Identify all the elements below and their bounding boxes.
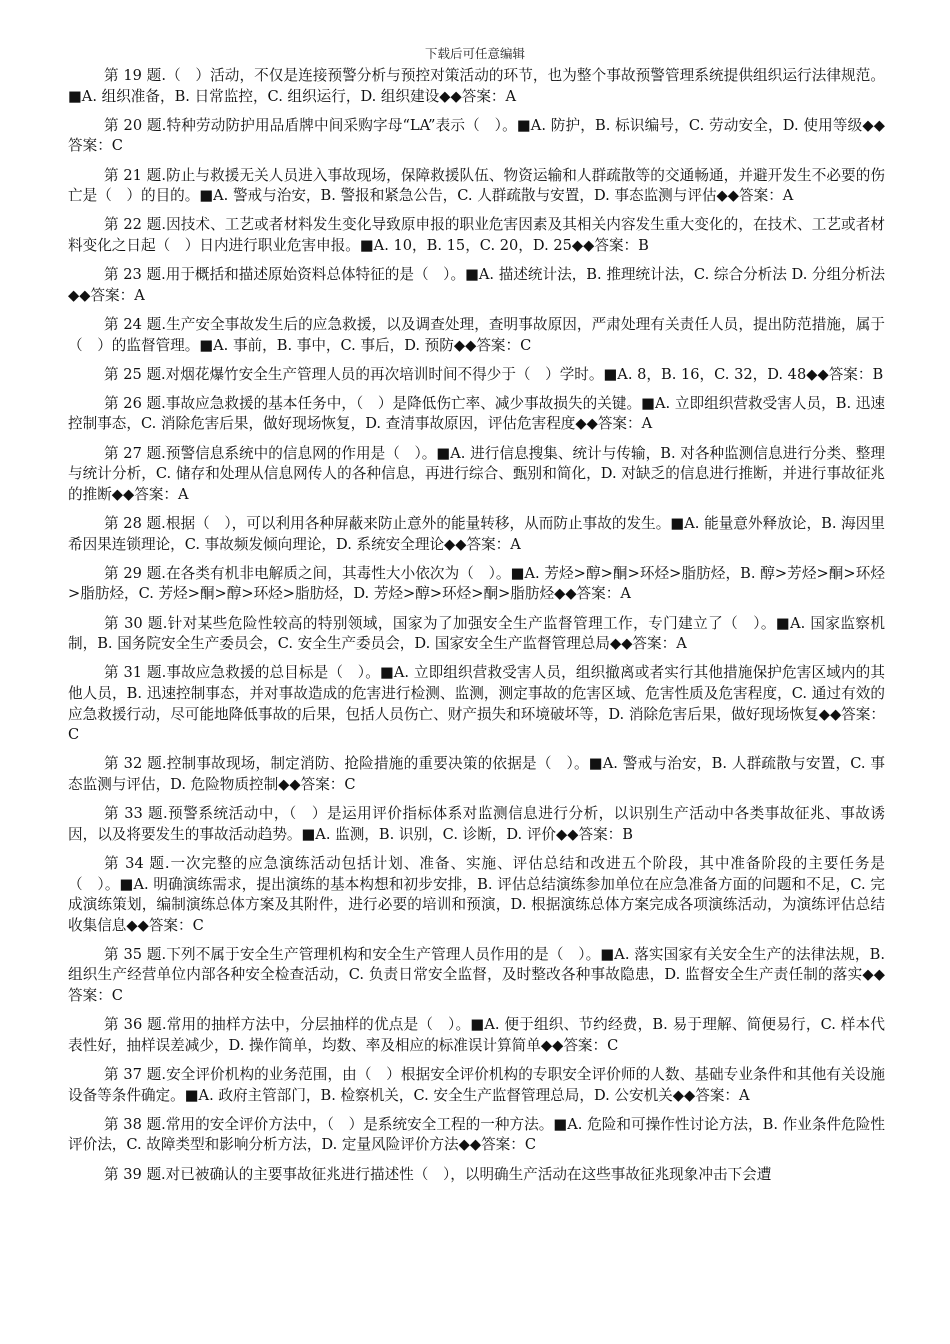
question-item: 第 31 题.事故应急救援的总目标是（ ）。■A. 立即组织营救受害人员，组织撤离或者实行其他措施保护危害区域内的其他人员，B. 迅速控制事态，并对事故造成的危害进行检测、监测，测定事故的危害区域、危害性质及危害程度，C. 通过有效的应急救援行动，尽可能地降低事故的后果，包括人员伤亡、财产损失和环境破坏等，D. 消除危害后果，做好现场恢复◆◆答案：C — [68, 664, 885, 744]
page-header: 下载后可任意编辑 — [424, 46, 525, 61]
question-item: 第 26 题.事故应急救援的基本任务中，（ ）是降低伤亡率、减少事故损失的关键。■A. 立即组织营救受害人员，B. 迅速控制事态，C. 消除危害后果，做好现场恢复，D. 查清事故原因，评估危害程度◆◆答案：A — [68, 394, 885, 433]
question-item: 第 37 题.安全评价机构的业务范围，由（ ）根据安全评价机构的专职安全评价师的人数、基础专业条件和其他有关设施设备等条件确定。■A. 政府主管部门，B. 检察机关，C. 安全生产监督管理总局，D. 公安机关◆◆答案：A — [68, 1066, 885, 1104]
question-item: 第 21 题.防止与救援无关人员进入事故现场，保障救援队伍、物资运输和人群疏散等的交通畅通，并避开发生不必要的伤亡是（ ）的目的。■A. 警戒与治安，B. 警报和紧急公告，C. 人群疏散与安置，D. 事态监测与评估◆◆答案：A — [68, 166, 885, 205]
question-item: 第 30 题.针对某些危险性较高的特别领域，国家为了加强安全生产监督管理工作，专门建立了（ ）。■A. 国家监察机制，B. 国务院安全生产委员会，C. 安全生产委员会，D. 国家安全生产监督管理总局◆◆答案：A — [68, 614, 885, 653]
question-item: 第 34 题.一次完整的应急演练活动包括计划、准备、实施、评估总结和改进五个阶段，其中准备阶段的主要任务是（ ）。■A. 明确演练需求，提出演练的基本构想和初步安排，B. 评估总结演练参加单位在应急准备方面的问题和不足，C. 完成演练策划，编制演练总体方案及其附件，进行必要的培训和预演，D. 根据演练总体方案完成各项演练活动，为演练评估总结收集信息◆◆答案：C — [68, 854, 885, 934]
question-item: 第 28 题.根据（ ），可以利用各种屏蔽来防止意外的能量转移，从而防止事故的发生。■A. 能量意外释放论，B. 海因里希因果连锁理论，C. 事故频发倾向理论，D. 系统安全理论◆◆答案：A — [68, 515, 885, 553]
question-item: 第 23 题.用于概括和描述原始资料总体特征的是（ ）。■A. 描述统计法，B. 推理统计法，C. 综合分析法 D. 分组分析法◆◆答案：A — [68, 266, 885, 304]
question-item: 第 25 题.对烟花爆竹安全生产管理人员的再次培训时间不得少于（ ）学时。■A. 8，B. 16，C. 32，D. 48◆◆答案：B — [104, 365, 884, 383]
question-item: 第 27 题.预警信息系统中的信息网的作用是（ ）。■A. 进行信息搜集、统计与传输，B. 对各种监测信息进行分类、整理与统计分析，C. 储存和处理从信息网传人的各种信息，再进行综合、甄别和简化，D. 对缺乏的信息进行推断，并进行事故征兆的推断◆◆答案：A — [68, 444, 885, 503]
question-item: 第 22 题.因技术、工艺或者材料发生变化导致原申报的职业危害因素及其相关内容发生重大变化的，在技术、工艺或者材料变化之日起（ ）日内进行职业危害申报。■A. 10，B. 15，C. 20，D. 25◆◆答案：B — [68, 216, 885, 254]
question-item: 第 33 题.预警系统活动中，（ ）是运用评价指标体系对监测信息进行分析，以识别生产活动中各类事故征兆、事故诱因，以及将要发生的事故活动趋势。■A. 监测，B. 识别，C. 诊断，D. 评价◆◆答案：B — [68, 805, 885, 843]
question-item: 第 24 题.生产安全事故发生后的应急救援，以及调查处理，查明事故原因，严肃处理有关责任人员，提出防范措施，属于（ ）的监督管理。■A. 事前，B. 事中，C. 事后，D. 预防◆◆答案：C — [68, 315, 885, 354]
question-item: 第 39 题.对已被确认的主要事故征兆进行描述性（ ），以明确生产活动在这些事故征兆现象冲击下会遭 — [104, 1165, 772, 1183]
question-item: 第 32 题.控制事故现场，制定消防、抢险措施的重要决策的依据是（ ）。■A. 警戒与治安，B. 人群疏散与安置，C. 事态监测与评估，D. 危险物质控制◆◆答案：C — [68, 755, 885, 793]
question-item: 第 35 题.下列不属于安全生产管理机构和安全生产管理人员作用的是（ ）。■A. 落实国家有关安全生产的法律法规，B. 组织生产经营单位内部各种安全检查活动，C. 负责日常安全监督，及时整改各种事故隐患，D. 监督安全生产责任制的落实◆◆答案：C — [68, 945, 885, 1005]
question-item: 第 29 题.在各类有机非电解质之间，其毒性大小依次为（ ）。■A. 芳烃>醇>酮>环烃>脂肪烃，B. 醇>芳烃>酮>环烃>脂肪烃，C. 芳烃>酮>醇>环烃>脂肪烃，D. 芳烃>醇>环烃>酮>脂肪烃◆◆答案：A — [68, 564, 885, 603]
question-item: 第 20 题.特种劳动防护用品盾牌中间采购字母“LA”表示（ ）。■A. 防护，B. 标识编号，C. 劳动安全，D. 使用等级◆◆答案：C — [68, 116, 885, 155]
question-item: 第 19 题.（ ）活动，不仅是连接预警分析与预控对策活动的环节，也为整个事故预警管理系统提供组织运行法律规范。■A. 组织准备，B. 日常监控，C. 组织运行，D. 组织建设◆◆答案：A — [68, 67, 885, 105]
question-item: 第 38 题.常用的安全评价方法中，（ ）是系统安全工程的一种方法。■A. 危险和可操作性讨论方法，B. 作业条件危险性评价法，C. 故障类型和影响分析方法，D. 定量风险评价方法◆◆答案：C — [68, 1115, 885, 1154]
question-list — [68, 66, 885, 1194]
question-item: 第 36 题.常用的抽样方法中，分层抽样的优点是（ ）。■A. 便于组织、节约经费，B. 易于理解、简便易行，C. 样本代表性好，抽样误差减少，D. 操作简单，均数、率及相应的标准误计算简单◆◆答案：C — [68, 1016, 885, 1054]
